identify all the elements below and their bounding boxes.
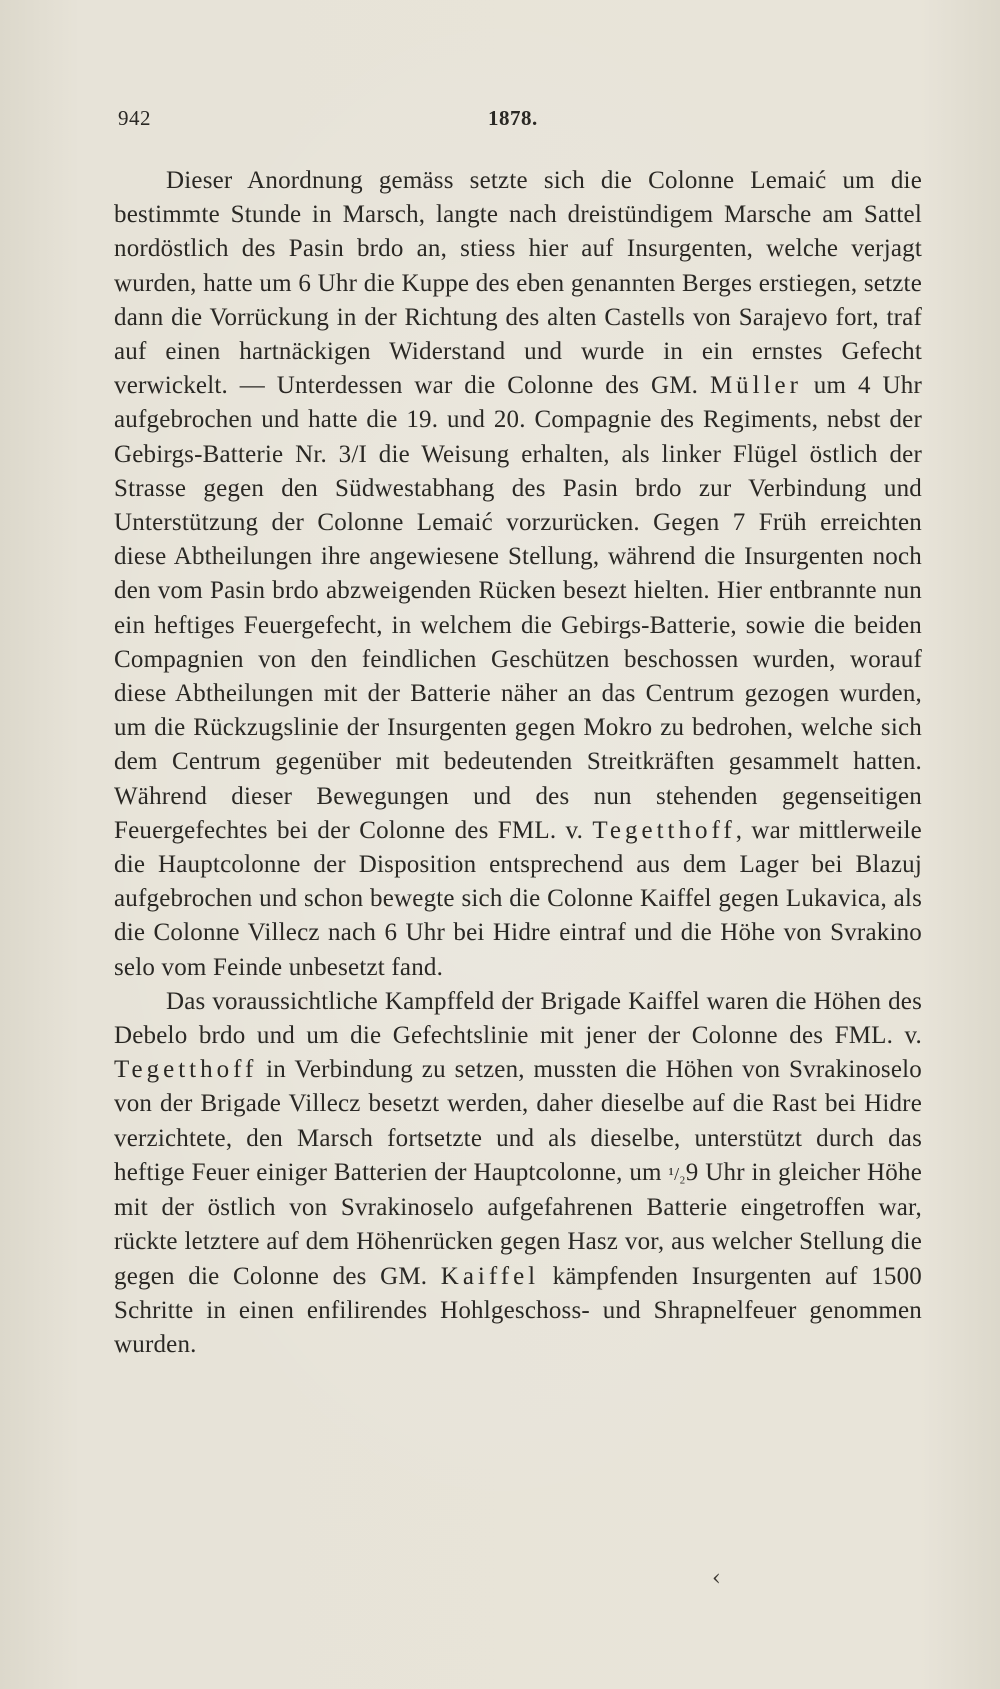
body-text xyxy=(114,164,922,1362)
footer-mark: ‹ xyxy=(712,1566,721,1591)
paragraph-2 xyxy=(114,985,922,1362)
page-header xyxy=(118,106,928,136)
text-segment: kämpfenden Insurgenten auf 1500 Schritte in einen enfilirendes Hohlgeschoss- und Shrapnelfeuer genommen wurden. xyxy=(114,1262,922,1358)
text-segment: Dieser Anordnung gemäss setzte sich die Colonne Lemaić um die bestimmte Stunde in Marsch, langte nach dreistündigem Marsche am Sattel nordöstlich des Pasin brdo an, stiess hier auf Insurgenten, welche verjagt wurden, hatte um 6 Uhr die Kuppe des eben genannten Berges erstiegen, setzte dann die Vorrückung in der Richtung des alten Castells von Sarajevo fort, traf auf einen hartnäckigen Widerstand und wurde in ein ernstes Gefecht verwickelt. — Unterdessen war die Colonne des GM. xyxy=(114,167,922,400)
name-tegetthoff: Tegetthoff xyxy=(114,1056,258,1084)
text-segment: Das voraussichtliche Kampffeld der Brigade Kaiffel waren die Höhen des Debelo brdo und um die Gefechtslinie mit jener der Colonne des FML. v. xyxy=(114,987,922,1050)
running-head-year: 1878. xyxy=(488,106,538,130)
text-segment: 9 Uhr in gleicher Höhe mit der östlich von Svrakinoselo aufgefahrenen Batterie eingetroffen war, rückte letztere auf dem Höhenrücken gegen Hasz vor, aus welcher Stellung die gegen die Colonne des GM. xyxy=(114,1158,922,1290)
text-segment: um 4 Uhr aufgebrochen und hatte die 19. und 20. Compagnie des Regiments, nebst der Gebirgs-Batterie Nr. 3/I die Weisung erhalten, als linker Flügel östlich der Strasse gegen den Südwestabhang des Pasin brdo zur Verbindung und Unterstützung der Colonne Lemaić vorzurücken. Gegen 7 Früh erreichten diese Abtheilungen ihre angewiesene Stellung, während die Insurgenten noch den vom Pasin brdo abzweigenden Rücken besezt hielten. Hier entbrannte nun ein heftiges Feuergefecht, in welchem die Gebirgs-Batterie, sowie die beiden Compagnien von den feindlichen Geschützen beschossen wurden, worauf diese Abtheilungen mit der Batterie näher an das Centrum gezogen wurden, um die Rückzugslinie der Insurgenten gegen Mokro zu bedrohen, welche sich dem Centrum gegenüber mit bedeutenden Streitkräften gesammelt hatten. Während dieser Bewegungen und des nun stehenden gegenseitigen Feuergefechtes bei der Colonne des FML. v. xyxy=(114,372,922,844)
fraction-half: ¹/₂ xyxy=(668,1163,686,1184)
text-segment: in Verbindung zu setzen, mussten die Höhen von Svrakinoselo von der Brigade Villecz besetzt werden, daher dieselbe auf die Rast bei Hidre verzichtete, den Marsch fortsetzte und als dieselbe, unterstützt durch das heftige Feuer einiger Batterien der Hauptcolonne, um xyxy=(114,1056,922,1186)
name-kaiffel: Kaiffel xyxy=(440,1262,540,1290)
name-mueller: Müller xyxy=(709,372,802,400)
page-number: 942 xyxy=(118,106,151,130)
text-segment: , war mittlerweile die Hauptcolonne der Disposition entsprechend aus dem Lager bei Blazuj aufgebrochen und schon bewegte sich die Colonne Kaiffel gegen Lukavica, als die Colonne Villecz nach 6 Uhr bei Hidre eintraf und die Höhe von Svrakino selo vom Feinde unbesetzt fand. xyxy=(114,816,922,981)
paragraph-1 xyxy=(114,164,922,985)
name-tegetthoff: Tegetthoff xyxy=(592,816,736,844)
